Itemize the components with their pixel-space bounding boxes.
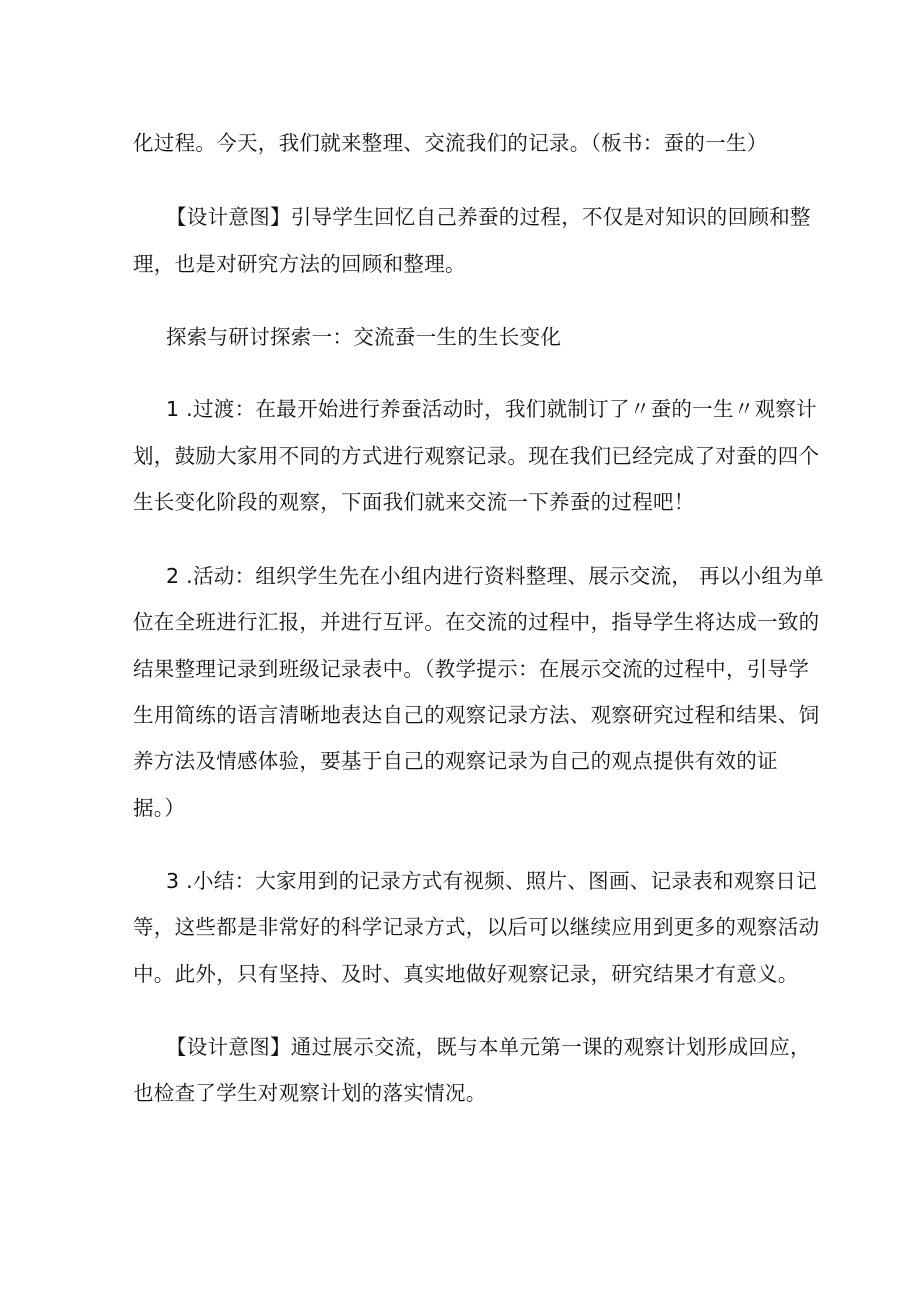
step-2-line-2: 位在全班进行汇报，并进行互评。在交流的过程中，指导学生将达成一致的: [133, 610, 820, 634]
step-2-line-4: 生用简练的语言清晰地表达自己的观察记录方法、观察研究过程和结果、饲: [133, 703, 820, 727]
step-1-line-2: 划，鼓励大家用不同的方式进行观察记录。现在我们已经完成了对蚕的四个: [133, 444, 820, 468]
design-intent-2-line-2: 也检查了学生对观察计划的落实情况。: [133, 1081, 487, 1105]
step-3-line-3: 中。此外，只有坚持、及时、真实地做好观察记录，研究结果才有意义。: [133, 962, 799, 986]
step-2-line-6: 据。）: [133, 796, 186, 820]
step-2-line-1: 2 .活动：组织学生先在小组内进行资料整理、展示交流， 再以小组为单: [166, 564, 824, 588]
design-intent-1-line-2: 理，也是对研究方法的回顾和整理。: [133, 252, 466, 276]
step-1-line-3: 生长变化阶段的观察，下面我们就来交流一下养蚕的过程吧！: [133, 490, 695, 514]
design-intent-1-line-1: 【设计意图】引导学生回忆自己养蚕的过程，不仅是对知识的回顾和整: [166, 205, 811, 229]
design-intent-2-line-1: 【设计意图】通过展示交流，既与本单元第一课的观察计划形成回应，: [166, 1035, 811, 1059]
step-2-line-5: 养方法及情感体验，要基于自己的观察记录为自己的观点提供有效的证: [133, 749, 778, 773]
intro-paragraph-end: 化过程。今天，我们就来整理、交流我们的记录。（板书：蚕的一生）: [133, 131, 768, 155]
step-2-line-3: 结果整理记录到班级记录表中。（教学提示：在展示交流的过程中，引导学: [133, 657, 810, 681]
step-1-line-1: 1 .过渡：在最开始进行养蚕活动时，我们就制订了〃蚕的一生〃观察计: [166, 397, 817, 421]
step-3-line-2: 等，这些都是非常好的科学记录方式，以后可以继续应用到更多的观察活动: [133, 915, 820, 939]
step-3-line-1: 3 .小结：大家用到的记录方式有视频、照片、图画、记录表和观察日记: [166, 869, 817, 893]
section-heading: 探索与研讨探索一：交流蚕一生的生长变化: [166, 325, 562, 349]
